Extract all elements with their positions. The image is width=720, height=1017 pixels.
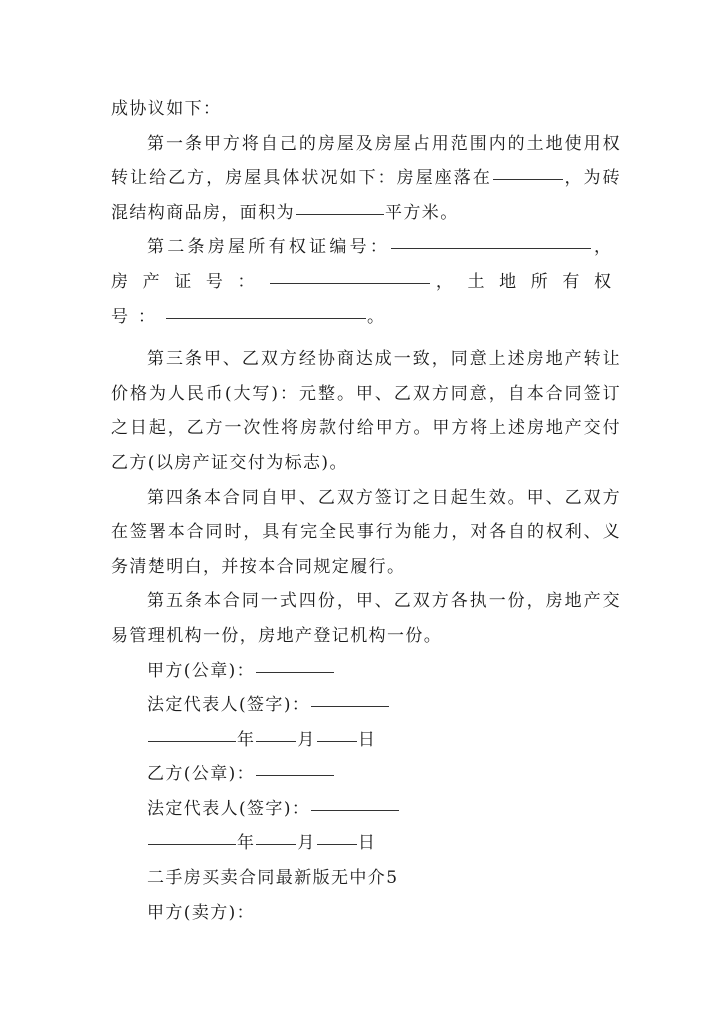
property-cert-blank[interactable] bbox=[270, 282, 430, 284]
clause-2 bbox=[111, 230, 621, 334]
clause-5 bbox=[111, 584, 621, 653]
intro-text: 成协议如下： bbox=[111, 99, 222, 119]
party-a-rep-label: 法定代表人(签字)： bbox=[147, 695, 311, 716]
party-b-date-line bbox=[111, 826, 621, 861]
party-b-seal-label: 乙方(公章)： bbox=[147, 764, 256, 785]
contract-body bbox=[111, 92, 621, 930]
year-label: 年 bbox=[237, 729, 256, 750]
location-blank[interactable] bbox=[493, 178, 563, 180]
clause-5-text: 第五条本合同一式四份，甲、乙双方各执一份，房地产交易管理机构一份，房地产登记机构一份。 bbox=[111, 591, 621, 646]
party-a-seal-line bbox=[111, 654, 621, 689]
party-a-rep-blank[interactable] bbox=[311, 705, 389, 707]
next-contract-title bbox=[111, 861, 621, 896]
clause-1 bbox=[111, 127, 621, 231]
clause-2-text-b: ，房产证号： bbox=[111, 237, 622, 292]
ownership-cert-blank[interactable] bbox=[391, 247, 591, 249]
area-blank[interactable] bbox=[296, 213, 384, 215]
clause-1-text-c: 平方米。 bbox=[385, 202, 459, 223]
party-a-month-blank[interactable] bbox=[256, 740, 296, 742]
intro-line bbox=[111, 92, 621, 127]
clause-3 bbox=[111, 342, 621, 480]
party-b-day-blank[interactable] bbox=[317, 843, 357, 845]
clause-1-text-a: 第一条甲方将自己的房屋及房屋占用范围内的土地使用权转让给乙方，房屋具体状况如下：房屋座落在 bbox=[111, 133, 621, 189]
clause-4 bbox=[111, 481, 621, 585]
party-b-rep-line bbox=[111, 792, 621, 827]
day-label: 日 bbox=[357, 729, 377, 750]
clause-3-text: 第三条甲、乙双方经协商达成一致，同意上述房地产转让价格为人民币(大写)：元整。甲、乙双方同意，自本合同签订之日起，乙方一次性将房款付给甲方。甲方将上述房地产交付乙方(以房产证交付为标志)。 bbox=[111, 349, 621, 473]
party-b-rep-label: 法定代表人(签字)： bbox=[147, 798, 311, 819]
land-right-blank[interactable] bbox=[166, 317, 366, 319]
clause-2-text-c: ，土地所有权号： bbox=[111, 271, 622, 327]
day-label-b: 日 bbox=[357, 833, 377, 854]
party-a-seal-label: 甲方(公章)： bbox=[147, 660, 256, 681]
party-a-rep-line bbox=[111, 688, 621, 723]
party-b-seal-line bbox=[111, 757, 621, 792]
party-a-date-line bbox=[111, 723, 621, 758]
clause-4-text: 第四条本合同自甲、乙双方签订之日起生效。甲、乙双方在签署本合同时，具有完全民事行为能力，对各自的权利、义务清楚明白，并按本合同规定履行。 bbox=[111, 487, 621, 577]
month-label: 月 bbox=[297, 729, 316, 750]
party-b-seal-blank[interactable] bbox=[256, 774, 334, 776]
next-title-text: 二手房买卖合同最新版无中介5 bbox=[147, 868, 399, 889]
clause-2-text-a: 第二条房屋所有权证编号： bbox=[147, 237, 391, 258]
party-a-year-blank[interactable] bbox=[148, 740, 236, 742]
party-a-day-blank[interactable] bbox=[317, 740, 357, 742]
clause-2-text-d: 。 bbox=[367, 306, 386, 327]
clause-1-text-b: ，为砖混结构商品房，面积为 bbox=[111, 168, 622, 223]
month-label-b: 月 bbox=[297, 833, 316, 854]
year-label-b: 年 bbox=[237, 833, 256, 854]
party-b-year-blank[interactable] bbox=[148, 843, 236, 845]
next-party-a-label: 甲方(卖方)： bbox=[147, 902, 256, 923]
party-b-rep-blank[interactable] bbox=[311, 809, 399, 811]
party-a-seal-blank[interactable] bbox=[256, 671, 334, 673]
party-b-month-blank[interactable] bbox=[256, 843, 296, 845]
next-party-a-line bbox=[111, 896, 621, 931]
